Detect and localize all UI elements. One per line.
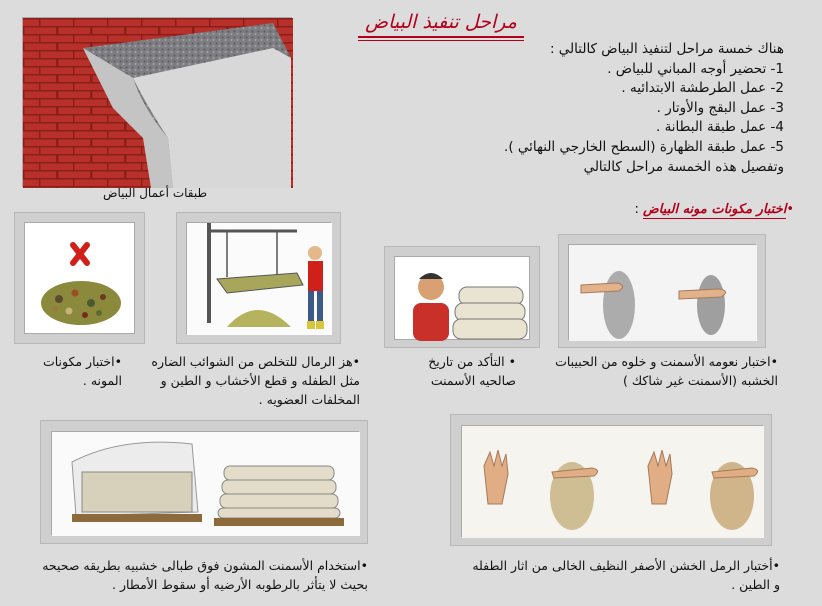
caption-sand-sieving: •هز الرمال للتخلص من الشوائب الضاره مثل الطفله و قطع الأخشاب و الطين و المخلفات العضويه . — [151, 354, 360, 407]
subheading-bullet: • — [786, 202, 794, 217]
image-caption: طبقات أعمال البياض — [103, 186, 208, 200]
step-item: 4- عمل طبقة البطانة . — [655, 119, 784, 136]
mix-components-figure — [14, 212, 145, 344]
step-item: 2- عمل الطرطشة الابتدائيه . — [621, 80, 784, 97]
worker-sieving-illustration — [187, 223, 332, 335]
intro-text — [364, 40, 784, 177]
cement-fineness-figure — [558, 234, 766, 348]
step-item: 1- تحضير أوجه المباني للبياض . — [607, 60, 784, 77]
section-subheading — [574, 200, 794, 222]
aggregate-pile-illustration — [25, 223, 136, 335]
sand-sieving-figure — [176, 212, 341, 344]
subheading-label: اختبار مكونات مونه البياض — [642, 202, 787, 217]
man-and-cement-bags-illustration — [395, 257, 531, 341]
step-item: 3- عمل البقج والأوتار . — [656, 99, 784, 116]
caption-cement-expiry: • التأكد من تاريخ صالحيه الأسمنت — [428, 354, 516, 388]
caption-coarse-sand: •أختبار الرمل الخشن الأصفر النظيف الخالى من اثار الطفله و الطين . — [472, 558, 780, 592]
brick-wall-illustration — [23, 18, 293, 188]
subheading-colon: : — [634, 202, 643, 217]
caption-cement-fineness: •اختبار نعومه الأسمنت و خلوه من الحبيبات الخشبه (الأسمنت غير شاكك ) — [555, 354, 778, 388]
plaster-layers-image — [22, 17, 292, 200]
caption-mix-components: •اختبار مكونات المونه . — [42, 354, 122, 388]
cement-expiry-figure — [384, 246, 540, 348]
coarse-sand-figure — [450, 414, 772, 546]
step-item: 5- عمل طبقة الظهارة (السطح الخارجي النهائي ). — [504, 138, 784, 155]
intro-lead: هناك خمسة مراحل لتنفيذ البياض كالتالي : — [549, 41, 784, 57]
intro-outro: وتفصيل هذه الخمسة مراحل كالتالي — [583, 158, 784, 175]
caption-cement-storage: •استخدام الأسمنت المشون فوق طبالى خشبيه بطريقه صحيحه بحيث لا يتأثر بالرطوبه الأرضيه أو سقوط الأمطار . — [42, 558, 368, 592]
page-title: مراحل تنفيذ البياض — [358, 8, 524, 38]
cement-pallets-illustration — [52, 432, 360, 536]
cement-storage-figure — [40, 420, 368, 544]
hand-rubbing-cement-illustration — [569, 245, 757, 341]
hands-testing-sand-illustration — [462, 426, 764, 538]
